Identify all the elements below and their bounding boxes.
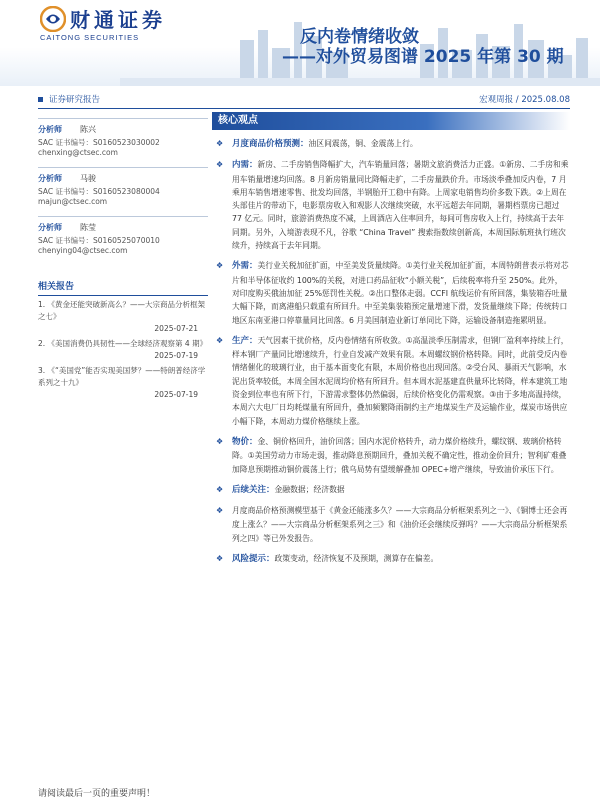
analyst-role: 分析师: [38, 223, 62, 232]
analyst-email[interactable]: chenying04@ctsec.com: [38, 246, 128, 255]
core-item: [212, 552, 570, 566]
core-item-text: 油区间震荡，铜、金震荡上行。: [308, 139, 418, 148]
core-views: [212, 112, 570, 566]
core-item-lead: 风险提示：: [232, 554, 275, 565]
core-item-lead: 外需：: [232, 261, 258, 272]
diamond-bullet-icon: ❖: [216, 436, 224, 446]
related-report-date: 2025-07-21: [154, 324, 198, 333]
analyst-cert: SAC 证书编号：S0160525070010: [38, 236, 160, 245]
report-header: [0, 0, 600, 86]
diamond-bullet-icon: ❖: [216, 506, 224, 516]
report-category-date: 宏观周报 / 2025.08.08: [479, 95, 570, 105]
analyst-card: [38, 118, 208, 167]
analyst-name: 陈莹: [80, 223, 96, 232]
core-views-title: 核心观点: [212, 112, 570, 130]
footer-disclaimer-notice: 请阅读最后一页的重要声明！: [38, 789, 156, 799]
related-report-date: 2025-07-19: [154, 390, 198, 399]
square-bullet-icon: [38, 97, 43, 102]
core-item-text: 天气因素干扰价格，反内卷情绪有所收敛。①高温淡季压制需求，但钢厂盈利率持续上行，样本钢厂产量同比增速续升，行业自发减产效果有限。本周螺纹钢价格转降。同时，此前受反内卷情绪催化的玻璃行业，由于基本面变化有限，本周价格也出现回落。②受台风、暴雨天气影响，水泥出货率较低，本周全国水泥周均价格有所回升。但本周水泥基建直供量环比转降，样本建筑工地资金到位率也有所下行，下游需求整体仍然偏弱，后续价格变化仍需观察。③由于多地高温持续，本周六大电厂日均耗煤量有所回升，叠加频繁降雨制约主产地煤炭生产及运输作业，煤炭市场供应小幅下降，本周动力煤价格继续上涨。: [232, 335, 569, 426]
diamond-bullet-icon: ❖: [216, 261, 224, 271]
core-item-text: 金、铜价格回升，油价回落；国内水泥价格转升，动力煤价格续升，螺纹钢、玻璃价格转降。①美国劳动力市场走弱，推动降息预期回升，叠加关税不确定性，推动金价回升；智利矿难叠加降息预期推动铜价震荡上行；俄乌局势有望缓解叠加 OPEC+增产继续，导致油价承压下行。: [232, 436, 567, 474]
analyst-name: 陈兴: [80, 125, 96, 134]
report-title: 反内卷情绪收敛: [300, 27, 419, 47]
diamond-bullet-icon: ❖: [216, 160, 224, 170]
report-subtitle: ——对外贸易图谱 2025 年第 30 期: [282, 47, 564, 67]
analyst-role: 分析师: [38, 125, 62, 134]
core-item-lead: 月度商品价格预测：: [232, 139, 309, 149]
related-report-text: 3. 《“美国党”能否实现美国梦？——特朗普经济学系列之十九》: [38, 366, 206, 387]
analyst-email[interactable]: majun@ctsec.com: [38, 197, 108, 206]
report-type-label: 证券研究报告: [49, 95, 101, 105]
core-item-text: 新房、二手房销售降幅扩大，汽车销量回落；暑期文旅消费活力正盛。①新房、二手房和乘用车销量增速均回落。8 月新房销量同比降幅走扩，二手房量跌价升。市场淡季叠加反内卷，7 月乘用车销售增速零售、批发均回落，半钢胎开工稳中有降。上周家电销售均价多数下跌。②上周在头部佳片的带动下，电影票房收入和观影人次继续突破，水平远超去年同期，暑期档票房已超过 77 亿元。同时，旅游消费热度不减，上周酒店入住率回升，每间可售房收入上行，持续高于去年同期。另外，入境游表现不凡，谷歌 “China Travel” 搜索指数续创新高，本周国际航班执行班次续升，持续高于去年同期。: [232, 160, 569, 251]
analyst-role: 分析师: [38, 174, 62, 183]
analyst-cert: SAC 证书编号：S0160523080004: [38, 187, 160, 196]
core-item-text: 政策变动，经济恢复不及预期，测算存在偏差。: [274, 554, 439, 564]
company-name-en: CAITONG SECURITIES: [40, 33, 140, 42]
core-item-text: 月度商品价格预测模型基于《黄金还能涨多久？——大宗商品分析框架系列之一》、《铜博士还会再度上涨么？——大宗商品分析框架系列之三》和《油价还会继续反弹吗？——大宗商品分析框架系列之四》等已外发报告。: [232, 506, 568, 543]
core-item-lead: 后续关注：: [232, 484, 275, 495]
core-item-text: 金融数据；经济数据: [274, 484, 345, 494]
core-item: [212, 504, 570, 545]
analyst-cert: SAC 证书编号：S0160523030002: [38, 138, 160, 147]
core-item: [212, 483, 570, 497]
sidebar: [38, 118, 208, 401]
core-item-text: 美行业关税加征扩面，中至美发货量续降。①美行业关税加征扩面，本周特朗普表示将对芯片和半导体征收约 100%的关税，对进口药品征收“小额关税”，后续税率将升至 250%。此外，对印度购买俄油加征 25%惩罚性关税。②出口整体走弱。CCFI 航线运价有所回落，集装箱吞吐量大幅下降，而离港船只载重有所回升。中至美集装箱预定量增速下滑，发货量继续下降；传统转口地区东南亚港口停靠量同比回落。6 月美国制造业新订单同比下降，运输设备制造拖累明显。: [232, 261, 569, 325]
diamond-bullet-icon: ❖: [216, 554, 224, 564]
company-name-cn: 财通证券: [70, 8, 166, 32]
core-item: [212, 137, 570, 151]
report-type: [38, 93, 100, 105]
meta-row: [38, 93, 570, 107]
diamond-bullet-icon: ❖: [216, 139, 224, 148]
core-item: [212, 334, 570, 428]
related-report-text: 2. 《美国消费仍具韧性——全球经济观察第 4 期》: [38, 339, 208, 348]
analyst-card: [38, 167, 208, 216]
header-divider: [38, 108, 570, 109]
company-logo-icon: [40, 6, 66, 32]
related-report-item[interactable]: [38, 299, 208, 335]
core-item: [212, 259, 570, 326]
related-reports-title: 相关报告: [38, 279, 208, 296]
analyst-email[interactable]: chenxing@ctsec.com: [38, 148, 118, 157]
related-report-item[interactable]: [38, 365, 208, 401]
core-item: [212, 158, 570, 252]
related-report-date: 2025-07-19: [154, 351, 198, 360]
core-item-lead: 内需：: [232, 160, 258, 171]
diamond-bullet-icon: ❖: [216, 484, 224, 494]
related-report-text: 1. 《黄金还能突破新高么？——大宗商品分析框架之七》: [38, 300, 206, 321]
analyst-name: 马骏: [80, 174, 96, 183]
diamond-bullet-icon: ❖: [216, 335, 224, 345]
core-item-lead: 生产：: [232, 335, 258, 346]
core-item-lead: 物价：: [232, 436, 258, 447]
related-report-item[interactable]: [38, 338, 208, 362]
analyst-card: [38, 216, 208, 265]
core-item: [212, 435, 570, 476]
